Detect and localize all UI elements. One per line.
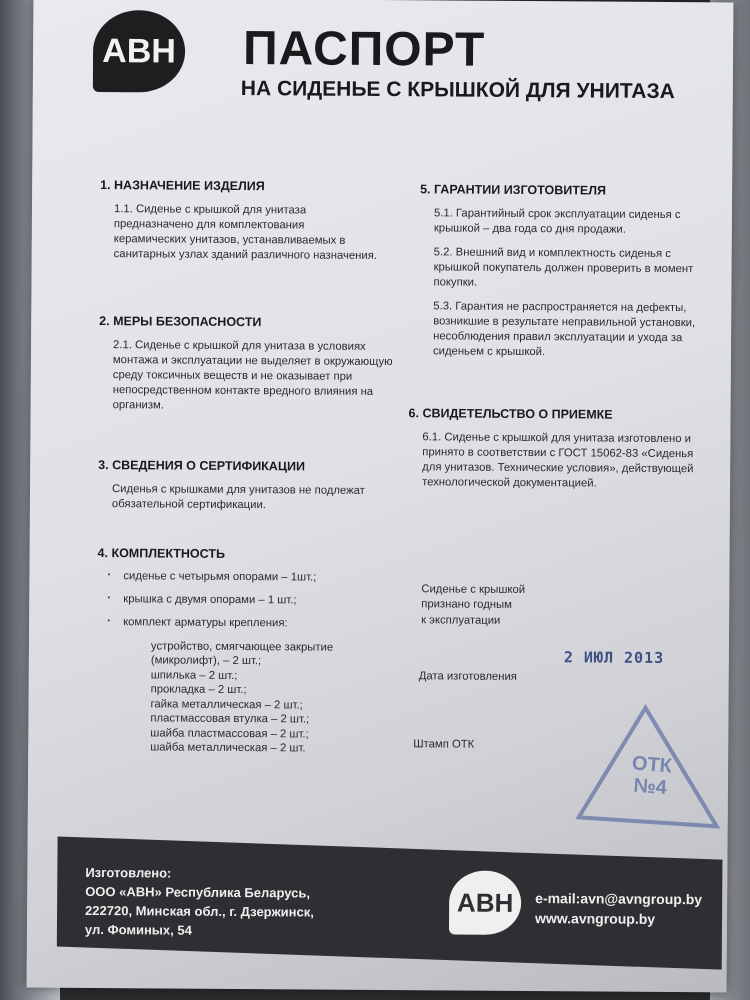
manufacturer-info — [85, 864, 314, 941]
qc-stamp-line: №4 — [632, 774, 668, 800]
section-text: 5.3. Гарантия не распространяется на дефекты, возникшие в результате неправильной установки, несоблюдения правил эксплуатации и ухода за сиденьем с крышкой. — [432, 300, 696, 359]
section-safety — [99, 314, 400, 424]
section-heading: 1. НАЗНАЧЕНИЕ ИЗДЕЛИЯ — [100, 178, 265, 194]
section-text: 6.1. Сиденье с крышкой для унитаза изготовлено и принято в соответствии с ГОСТ 15062-83 «Сиденья для унитазов. Технические условия», действующей технологической документацией. — [422, 431, 694, 490]
address-line: 222720, Минская обл., г. Дзержинск, — [85, 902, 314, 920]
approval-line: к эксплуатации — [421, 614, 501, 627]
fitting-item: (микролифт), – 2 шт.; — [150, 654, 262, 668]
section-completeness — [96, 546, 397, 757]
section-heading: 4. КОМПЛЕКТНОСТЬ — [97, 546, 226, 561]
section-text: 2.1. Сиденье с крышкой для унитаза в условиях монтажа и эксплуатации не выделяет в окружающую среду токсичных веществ и не оказывает при непосредственном контакте вредного влияния на организм. — [112, 339, 393, 412]
approval-line: признано годным — [421, 598, 512, 612]
made-by-label: Изготовлено: — [85, 864, 172, 881]
fitting-item: пластмассовая втулка – 2 шт.; — [150, 712, 310, 726]
section-acceptance — [408, 406, 699, 501]
contacts — [535, 889, 702, 929]
section-heading: 5. ГАРАНТИИ ИЗГОТОВИТЕЛЯ — [420, 182, 607, 198]
list-item: · крышка с двумя опорами – 1 шт.; — [97, 593, 397, 607]
fittings-list — [150, 639, 397, 756]
list-item: · сиденье с четырьмя опорами – 1шт.; — [97, 570, 397, 584]
passport-sheet — [27, 0, 734, 992]
manufacture-date-label: Дата изготовления — [418, 670, 517, 683]
section-heading: 3. СВЕДЕНИЯ О СЕРТИФИКАЦИИ — [98, 458, 306, 474]
fitting-item: шайба металлическая – 2 шт. — [150, 741, 306, 755]
section-certification — [98, 458, 398, 523]
address-line: ул. Фоминых, 54 — [84, 921, 192, 938]
page-subtitle: НА СИДЕНЬЕ С КРЫШКОЙ ДЛЯ УНИТАЗА — [240, 77, 675, 104]
manufacturer-footer — [57, 836, 723, 969]
email-address: e-mail:avn@avngroup.by — [535, 890, 703, 908]
manufacture-date-stamp: 2 ИЮЛ 2013 — [563, 648, 665, 667]
page-title: ПАСПОРТ — [242, 22, 486, 77]
approval-line: Сиденье с крышкой — [421, 583, 526, 597]
company-name: ООО «АВН» Республика Беларусь, — [85, 883, 311, 901]
fitting-item: прокладка – 2 шт.; — [150, 683, 247, 697]
section-heading: 6. СВИДЕТЕЛЬСТВО О ПРИЕМКЕ — [408, 406, 613, 422]
approval-note — [421, 582, 571, 629]
section-warranty — [419, 182, 710, 370]
section-heading: 2. МЕРЫ БЕЗОПАСНОСТИ — [99, 314, 262, 330]
section-purpose — [100, 178, 381, 273]
fitting-item: шпилька – 2 шт.; — [150, 669, 238, 682]
qc-stamp-line: ОТК — [631, 752, 673, 778]
brand-logo-footer: АВН — [449, 870, 521, 935]
fitting-item: шайба пластмассовая – 2 шт.; — [150, 727, 309, 741]
fitting-item: гайка металлическая – 2 шт.; — [150, 698, 303, 712]
brand-logo: АВН — [93, 10, 186, 93]
list-item: · комплект арматуры крепления: — [97, 616, 397, 630]
section-text: 5.1. Гарантийный срок эксплуатации сиденья с крышкой – два года со дня продажи. — [433, 207, 681, 236]
section-text: 1.1. Сиденье с крышкой для унитаза предназначено для комплектования керамических унитазов, устанавливаемых в санитарных узлах зданий различного назначения. — [113, 203, 378, 263]
section-text: 5.2. Внешний вид и комплектность сиденья с крышкой покупатель должен проверить в момент покупки. — [433, 246, 694, 289]
fitting-item: устройство, смягчающее закрытие — [150, 640, 334, 654]
qc-stamp-text — [619, 752, 682, 800]
section-text: Сиденья с крышками для унитазов не подлежат обязательной сертификации. — [111, 483, 365, 512]
qc-stamp-label: Штамп ОТК — [413, 738, 475, 751]
completeness-list — [97, 570, 397, 630]
website-link: www.avngroup.by — [534, 909, 656, 927]
qc-stamp — [573, 701, 724, 832]
